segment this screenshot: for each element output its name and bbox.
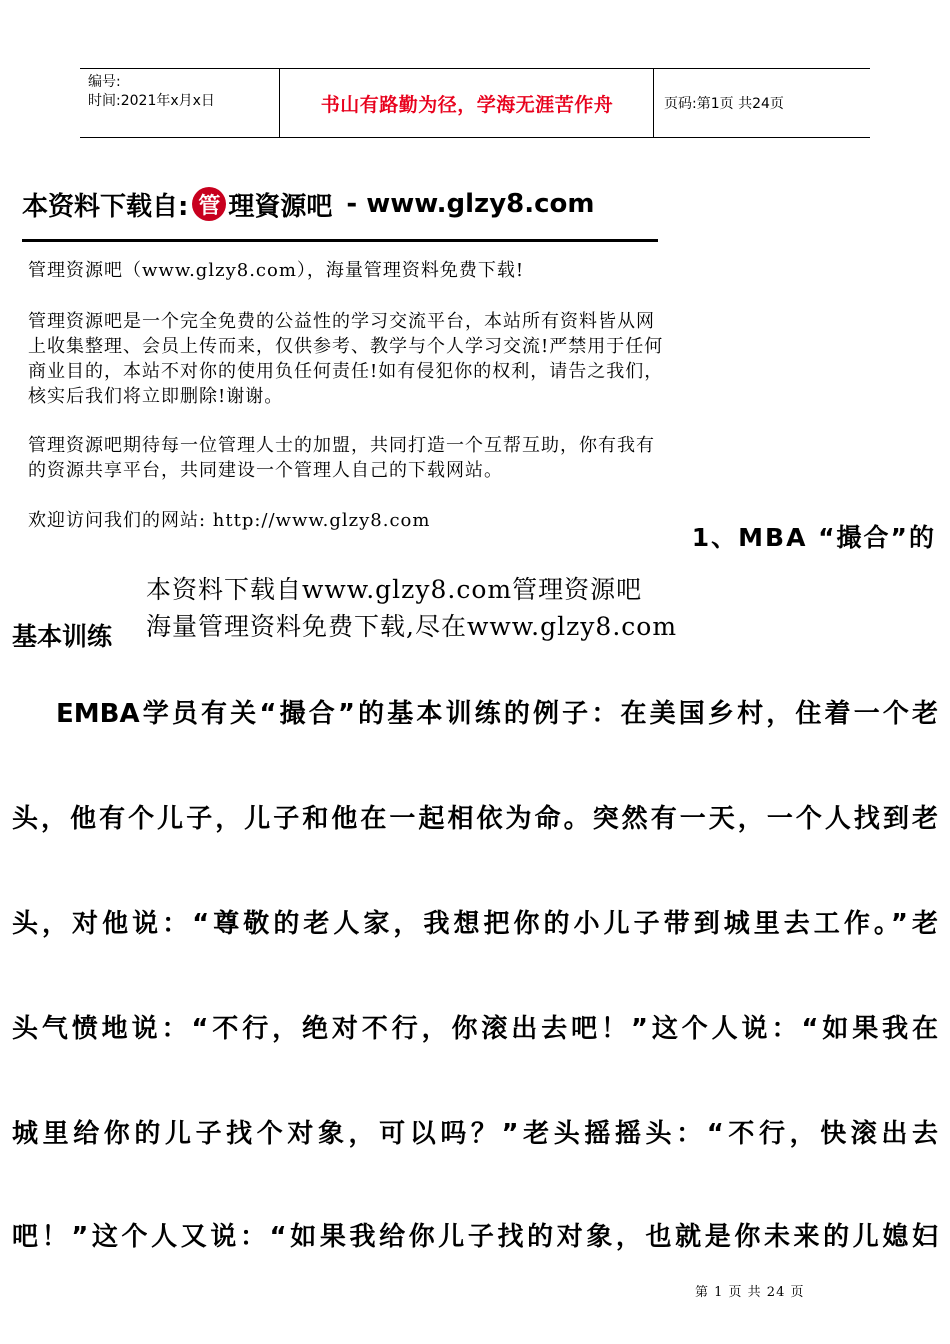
guan-logo-icon: 管 bbox=[192, 187, 226, 221]
body-line-6: 吧！”这个人又说：“如果我给你儿子找的对象，也就是你未来的儿媳妇 bbox=[12, 1222, 938, 1252]
section-heading-part1: 1、MBA “撮合”的 bbox=[691, 523, 936, 552]
banner-site: - www.glzy8.com bbox=[346, 189, 595, 219]
number-label: 编号: bbox=[88, 74, 121, 90]
notice-paragraph-4: 欢迎访问我们的网站: http://www.glzy8.com bbox=[28, 510, 431, 531]
notice-paragraph-3: 管理资源吧期待每一位管理人士的加盟，共同打造一个互帮互助，你有我有的资源共享平台，共同建设一个管理人自己的下载网站。 bbox=[28, 435, 655, 481]
banner-name: 理資源吧 bbox=[228, 191, 333, 222]
header-motto: 书山有路勤为径，学海无涯苦作舟 bbox=[281, 69, 654, 137]
body-line-4: 头气愤地说：“不行，绝对不行，你滚出去吧！”这个人说：“如果我在 bbox=[12, 1014, 938, 1044]
notice-paragraph-1: 管理资源吧（www.glzy8.com），海量管理资料免费下载! bbox=[28, 260, 525, 281]
watermark-line-1: 本资料下载自www.glzy8.com管理资源吧 bbox=[146, 575, 643, 604]
page-footer: 第 1 页 共 24 页 bbox=[695, 1285, 805, 1300]
time-label: 时间:2021年x月x日 bbox=[88, 93, 215, 109]
body-line-1: EMBA学员有关“撮合”的基本训练的例子：在美国乡村，住着一个老 bbox=[56, 699, 938, 729]
header-meta-cell bbox=[80, 69, 280, 137]
body-line-2: 头，他有个儿子，儿子和他在一起相依为命。突然有一天，一个人找到老 bbox=[12, 804, 938, 834]
document-header bbox=[80, 68, 870, 138]
body-line-3: 头，对他说：“尊敬的老人家，我想把你的小儿子带到城里去工作。”老 bbox=[12, 909, 938, 939]
header-page-info: 页码:第1页 共24页 bbox=[664, 96, 784, 112]
banner-prefix: 本资料下载自: bbox=[22, 191, 189, 222]
notice-paragraph-2: 管理资源吧是一个完全免费的公益性的学习交流平台，本站所有资料皆从网上收集整理、会员上传而来，仅供参考、教学与个人学习交流!严禁用于任何商业目的，本站不对你的使用负任何责任!如有侵犯你的权利，请告之我们，核实后我们将立即删除!谢谢。 bbox=[28, 311, 664, 407]
download-banner bbox=[22, 184, 594, 224]
banner-divider bbox=[22, 239, 658, 242]
section-heading-part2: 基本训练 bbox=[12, 622, 113, 651]
body-line-5: 城里给你的儿子找个对象，可以吗？”老头摇摇头：“不行，快滚出去 bbox=[12, 1119, 938, 1149]
watermark-line-2: 海量管理资料免费下载,尽在www.glzy8.com bbox=[146, 612, 678, 641]
